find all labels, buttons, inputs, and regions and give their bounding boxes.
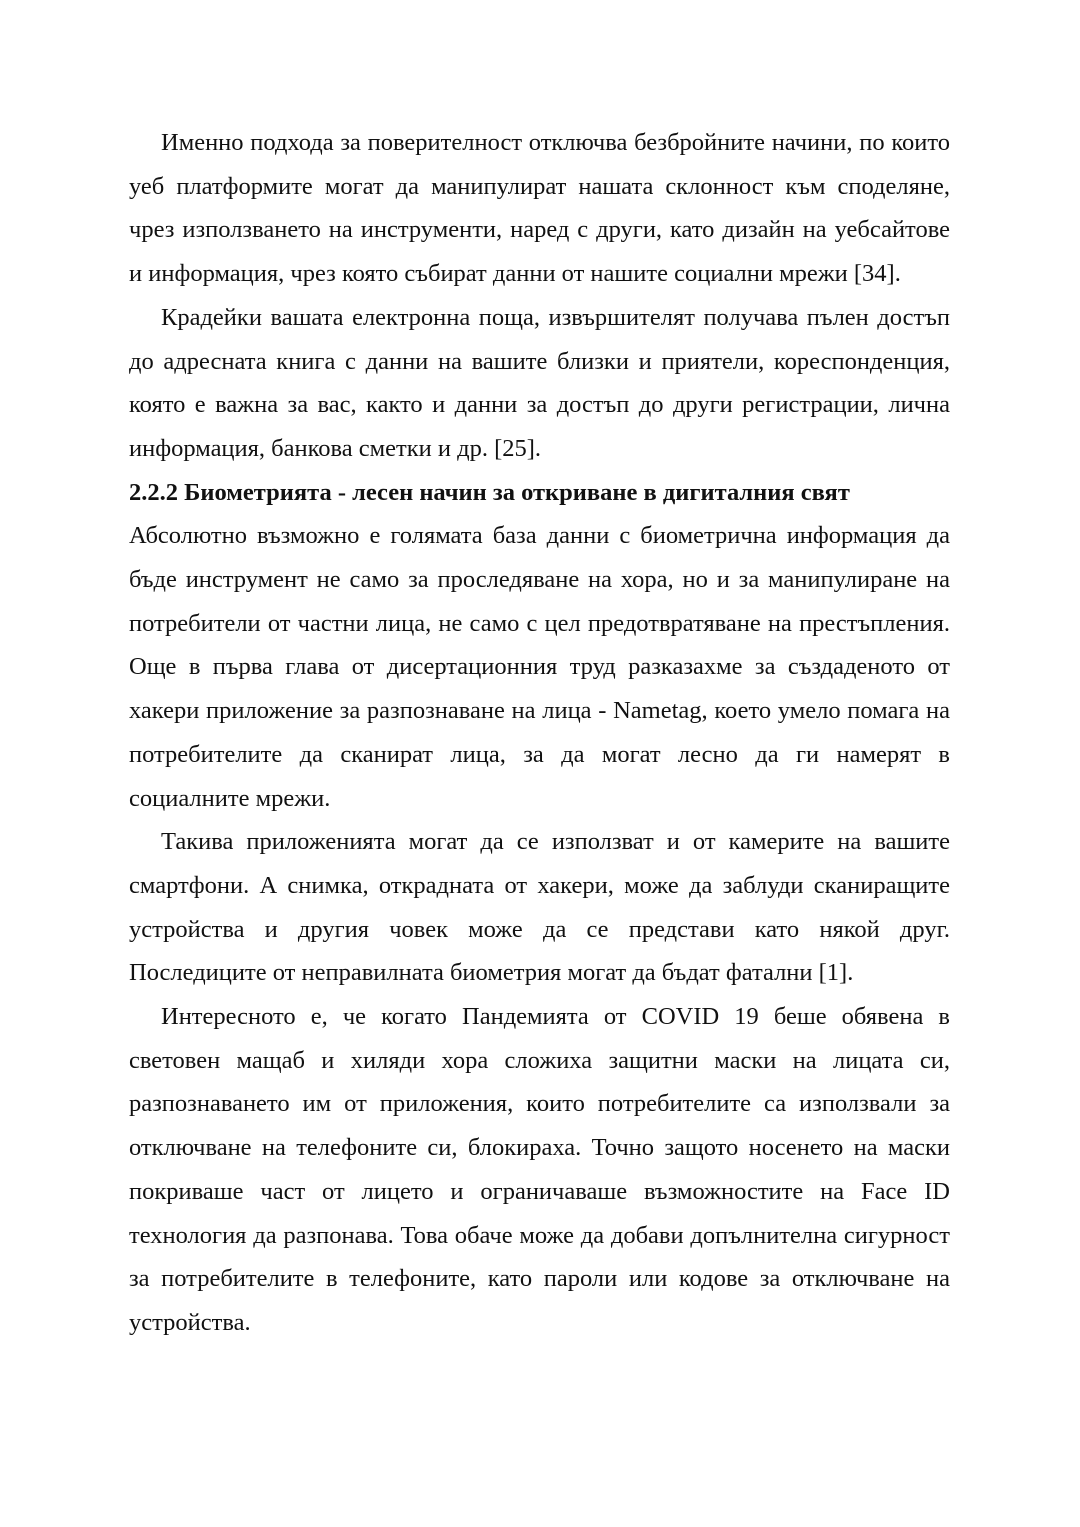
paragraph-smartphone-cameras: Такива приложенията могат да се използват и от камерите на вашите смартфони. А снимка, открадната от хакери, може да заблуди сканиращите устройства и другия човек може да се представи като някой друг. Последиците от неправилната биометрия могат да бъдат фатални [1].	[129, 828, 950, 987]
paragraph-email-theft: Крадейки вашата електронна поща, извършителят получава пълен достъп до адресната книга с данни на вашите близки и приятели, кореспонденция, която е важна за вас, както и данни за достъп до други регистрации, лична информация, банкова сметки и др. [25].	[129, 303, 950, 462]
section-heading: 2.2.2 Биометрията - лесен начин за откриване в дигиталния свят	[129, 478, 850, 506]
paragraph-covid-masks: Интересното е, че когато Пандемията от COVID 19 беше обявена в световен мащаб и хиляди хора сложиха защитни маски на лицата си, разпознаването им от приложения, които потребителите са използвали за отключване на телефоните си, блокираха. Точно защото носенето на маски покриваше част от лицето и ограничаваше възможностите на Face ID технология да разпонава. Това обаче може да добави допълнителна сигурност за потребителите в телефоните, като пароли или кодове за отключване на устройства.	[129, 1003, 950, 1336]
paragraph-privacy-approach: Именно подхода за поверителност отключва безбройните начини, по които уеб платформите могат да манипулират нашата склонност към споделяне, чрез използването на инструменти, наред с други, като дизайн на уебсайтове и информация, чрез която събират данни от нашите социални мрежи [34].	[129, 129, 950, 288]
paragraph-biometric-database: Абсолютно възможно е голямата база данни с биометрична информация да бъде инструмент не само за проследяване на хора, но и за манипулиране на потребители от частни лица, не само с цел предотвратяване на престъпления. Още в първа глава от дисертационния труд разказахме за създаденото от хакери приложение за разпознаване на лица - Nametag, което умело помага на потребителите да сканират лица, за да могат лесно да ги намерят в социалните мрежи.	[129, 522, 950, 812]
document-body	[129, 121, 950, 1345]
